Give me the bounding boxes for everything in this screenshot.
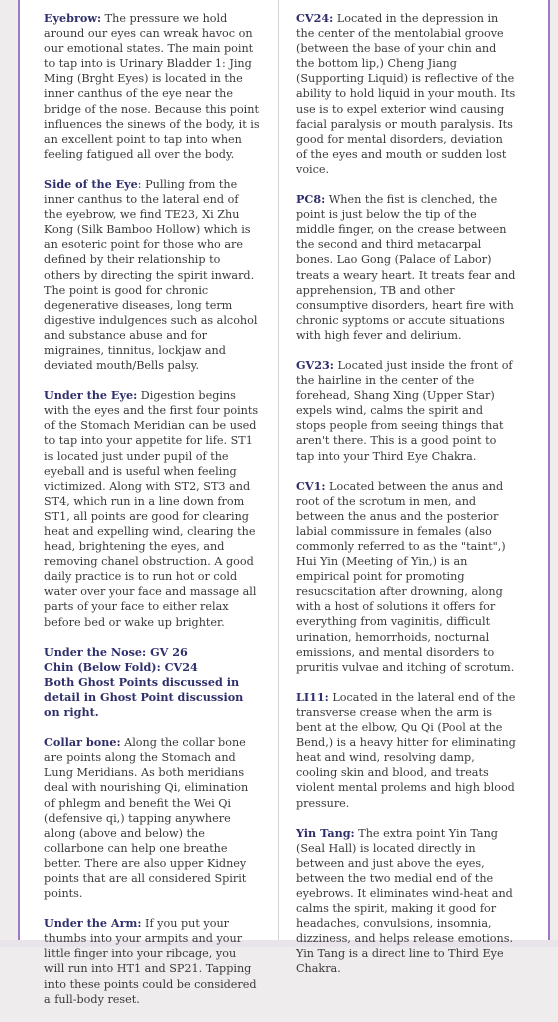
section-yin-tang bbox=[296, 826, 516, 977]
section-heading: PC8: bbox=[296, 192, 326, 207]
section-side-of-eye bbox=[44, 177, 260, 373]
section-heading: Yin Tang: bbox=[296, 825, 355, 840]
section-text: The pressure we hold around our eyes can wreak havoc on our emotional states. The main point to tap into is Urinary Bladder 1: Jing Ming (Brght Eyes) is located in the inner canthus of the eye near the bridge of the nose. Because this point influences the sinews of the body, it is an excellent point to tap into when feeling fatigued all over the body. bbox=[44, 12, 260, 161]
section-text: Located between the anus and root of the scrotum in men, and between the anus and the posterior labial commissure in females (also commonly referred to as the "taint",) Hui Yin (Meeting of Yin,) is an empirical point for promoting resucscitation after drowning, along with a host of solutions it offers for everything from vaginitis, difficult urination, hemorrhoids, nocturnal emissions, and mental disorders to pruritis vulvae and itching of scrotum. bbox=[296, 479, 515, 674]
ghost-point-note: Both Ghost Points discussed in detail in Ghost Point discussion on right. bbox=[44, 674, 244, 720]
section-text: Digestion begins with the eyes and the first four points of the Stomach Meridian can be used to tap into your appetite for life. ST1 is located just under pupil of the eyeball and is useful when feeling victimized. Along with ST2, ST3 and ST4, which run in a line down from ST1, all points are good for clearing heat and expelling wind, clearing the head, brightening the eyes, and removing chanel obstruction. A good daily practice is to run hot or cold water over your face and massage all parts of your face to either relax before bed or wake up brighter. bbox=[44, 389, 259, 629]
section-heading: GV23: bbox=[296, 357, 334, 372]
ghost-point-line: Under the Nose: GV 26 bbox=[44, 644, 188, 659]
right-column bbox=[296, 11, 516, 992]
ghost-point-line: Chin (Below Fold): CV24 bbox=[44, 659, 198, 674]
section-text: If you put your thumbs into your armpits and your little finger into your ribcage, you will run into HT1 and SP21. Tapping into these points could be considered a full-body reset. bbox=[44, 917, 257, 1006]
section-text: Located just inside the front of the hairline in the center of the forehead, Shang Xing (Upper Star) expels wind, calms the spirit and stops people from seeing things that aren't there. This is a good point to tap into your Third Eye Chakra. bbox=[296, 358, 513, 463]
section-text: : Pulling from the inner canthus to the lateral end of the eyebrow, we find TE23, Xi Zhu Kong (Silk Bamboo Hollow) which is an esoteric point for those who are defined by their relationship to others by directing the spirit inward. The point is good for chronic degenerative diseases, long term digestive indulgences such as alcohol and substance abuse and for migraines, tinnitus, lockjaw and deviated mouth/Bells palsy. bbox=[44, 177, 258, 373]
section-li11 bbox=[296, 690, 516, 811]
section-eyebrow bbox=[44, 11, 260, 162]
section-text: The extra point Yin Tang (Seal Hall) is located directly in between and just above the eyes, between the two medial end of the eyebrows. It eliminates wind-heat and calms the spirit, making it good for headaches, convulsions, insomnia, dizziness, and helps release emotions. Yin Tang is a direct line to Third Eye Chakra. bbox=[296, 826, 514, 976]
section-cv24 bbox=[296, 11, 516, 177]
section-heading: Eyebrow: bbox=[44, 11, 102, 25]
section-gv23 bbox=[296, 358, 516, 464]
section-ghost-points bbox=[44, 645, 260, 720]
section-heading: Under the Arm: bbox=[44, 916, 142, 931]
section-heading: Side of the Eye bbox=[44, 176, 138, 191]
section-pc8 bbox=[296, 192, 516, 343]
section-text: When the fist is clenched, the point is just below the tip of the middle finger, on the crease between the second and third metacarpal bones. Lao Gong (Palace of Labor) treats a weary heart. It treats fear and apprehension, TB and other consumptive disorders, heart fire with chronic syptoms or accute situations with high fever and delirium. bbox=[296, 193, 516, 342]
section-heading: Collar bone: bbox=[44, 735, 121, 750]
section-text: Located in the lateral end of the transverse crease when the arm is bent at the elbow, Qu Qi (Pool at the Bend,) is a heavy hitter for eliminating heat and wind, resolving damp, cooling skin and blood, and treats violent mental prolems and high blood pressure. bbox=[296, 690, 516, 810]
column-divider bbox=[278, 0, 279, 940]
section-heading: CV24: bbox=[296, 11, 334, 25]
section-heading: LI11: bbox=[296, 689, 329, 704]
section-text: Along the collar bone are points along the Stomach and Lung Meridians. As both meridians deal with nourishing Qi, elimination of phlegm and benefit the Wei Qi (defensive qi,) tapping anywhere along (above and below) the collarbone can help one breathe better. There are also upper Kidney points that are all considered Spirit points. bbox=[44, 736, 249, 901]
section-heading: Under the Eye: bbox=[44, 388, 138, 403]
section-under-arm bbox=[44, 916, 260, 1007]
section-heading: CV1: bbox=[296, 478, 326, 493]
section-under-eye bbox=[44, 388, 260, 630]
section-collar-bone bbox=[44, 735, 260, 901]
section-text: Located in the depression in the center of the mentolabial groove (between the base of your chin and the bottom lip,) Cheng Jiang (Supporting Liquid) is reflective of the ability to hold liquid in your mouth. Its use is to expel exterior wind causing facial paralysis or mouth paralysis. Its good for mental disorders, deviation of the eyes and mouth or sudden lost voice. bbox=[296, 12, 516, 176]
left-column bbox=[44, 11, 260, 1022]
section-cv1 bbox=[296, 479, 516, 675]
